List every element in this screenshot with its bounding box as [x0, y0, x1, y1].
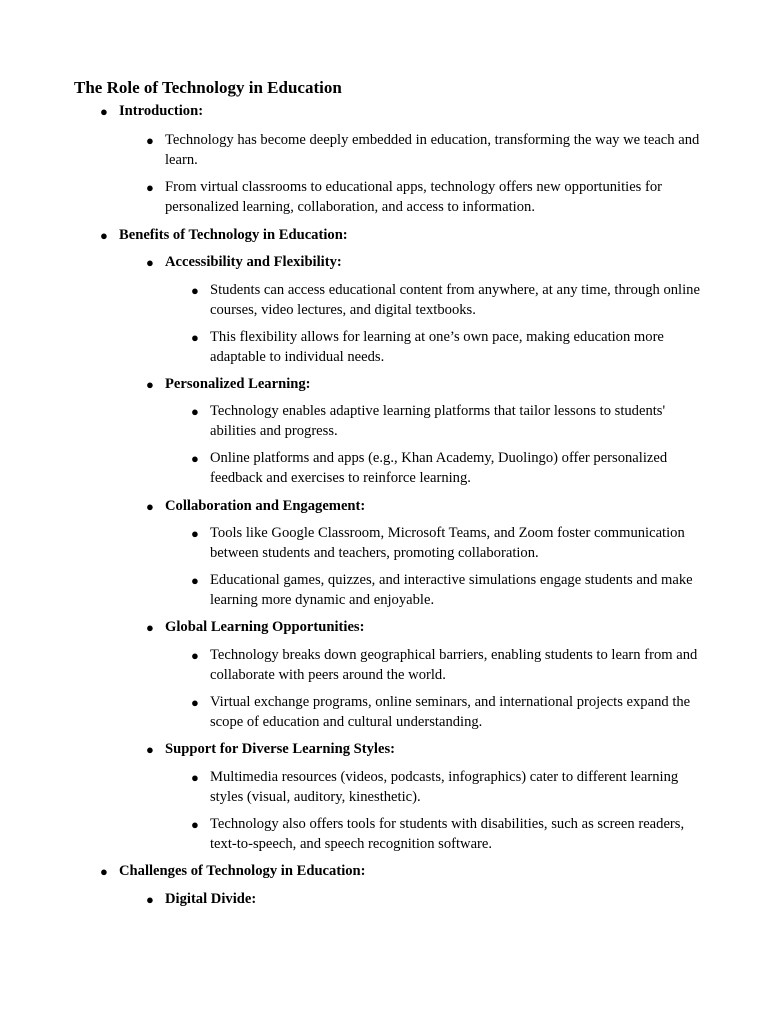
subsection-heading-collaboration: Collaboration and Engagement:	[165, 498, 366, 514]
bullet-icon: ●	[146, 742, 154, 757]
list-item: Tools like Google Classroom, Microsoft Teams, and Zoom foster communication between students and teachers, promoting collaboration.	[210, 525, 685, 561]
section-heading-introduction: Introduction:	[119, 103, 204, 119]
bullet-icon: ●	[146, 180, 154, 195]
list-item: Virtual exchange programs, online seminars, and international projects expand the scope of education and cultural understanding.	[210, 694, 691, 730]
subsection-heading-accessibility: Accessibility and Flexibility:	[165, 254, 342, 270]
bullet-icon: ●	[191, 451, 199, 466]
list-item: Multimedia resources (videos, podcasts, infographics) cater to different learning styles (visual, auditory, kinesthetic).	[210, 769, 679, 805]
list-item: Online platforms and apps (e.g., Khan Academy, Duolingo) offer personalized feedback and exercises to reinforce learning.	[210, 450, 668, 486]
bullet-icon: ●	[100, 104, 108, 119]
bullet-icon: ●	[191, 648, 199, 663]
bullet-icon: ●	[146, 133, 154, 148]
section-heading-benefits: Benefits of Technology in Education:	[119, 227, 348, 243]
subsection-heading-personalized-learning: Personalized Learning:	[165, 376, 311, 392]
bullet-icon: ●	[146, 255, 154, 270]
bullet-icon: ●	[146, 620, 154, 635]
bullet-icon: ●	[100, 228, 108, 243]
subsection-heading-diverse-styles: Support for Diverse Learning Styles:	[165, 741, 395, 757]
subsection-heading-digital-divide: Digital Divide:	[165, 891, 257, 907]
list-item: From virtual classrooms to educational apps, technology offers new opportunities for personalized learning, collaboration, and access to information.	[165, 179, 663, 215]
bullet-icon: ●	[191, 283, 199, 298]
bullet-icon: ●	[191, 770, 199, 785]
bullet-icon: ●	[191, 573, 199, 588]
bullet-icon: ●	[146, 892, 154, 907]
list-item: Technology also offers tools for students with disabilities, such as screen readers, text-to-speech, and speech recognition software.	[210, 816, 685, 852]
bullet-icon: ●	[100, 864, 108, 879]
subsection-heading-global-learning: Global Learning Opportunities:	[165, 619, 365, 635]
bullet-icon: ●	[191, 817, 199, 832]
bullet-icon: ●	[191, 330, 199, 345]
list-item: This flexibility allows for learning at one’s own pace, making education more adaptable to individual needs.	[210, 329, 664, 365]
list-item: Technology breaks down geographical barriers, enabling students to learn from and collaborate with peers around the world.	[210, 647, 698, 683]
list-item: Educational games, quizzes, and interactive simulations engage students and make learning more dynamic and enjoyable.	[210, 572, 693, 608]
document-title: The Role of Technology in Education	[74, 78, 342, 97]
list-item: Technology enables adaptive learning platforms that tailor lessons to students' abilities and progress.	[210, 403, 666, 439]
list-item: Technology has become deeply embedded in education, transforming the way we teach and learn.	[165, 132, 700, 168]
list-item: Students can access educational content from anywhere, at any time, through online courses, video lectures, and digital textbooks.	[210, 282, 700, 318]
bullet-icon: ●	[191, 404, 199, 419]
bullet-icon: ●	[146, 377, 154, 392]
bullet-icon: ●	[191, 526, 199, 541]
bullet-icon: ●	[146, 499, 154, 514]
bullet-icon: ●	[191, 695, 199, 710]
section-heading-challenges: Challenges of Technology in Education:	[119, 863, 366, 879]
